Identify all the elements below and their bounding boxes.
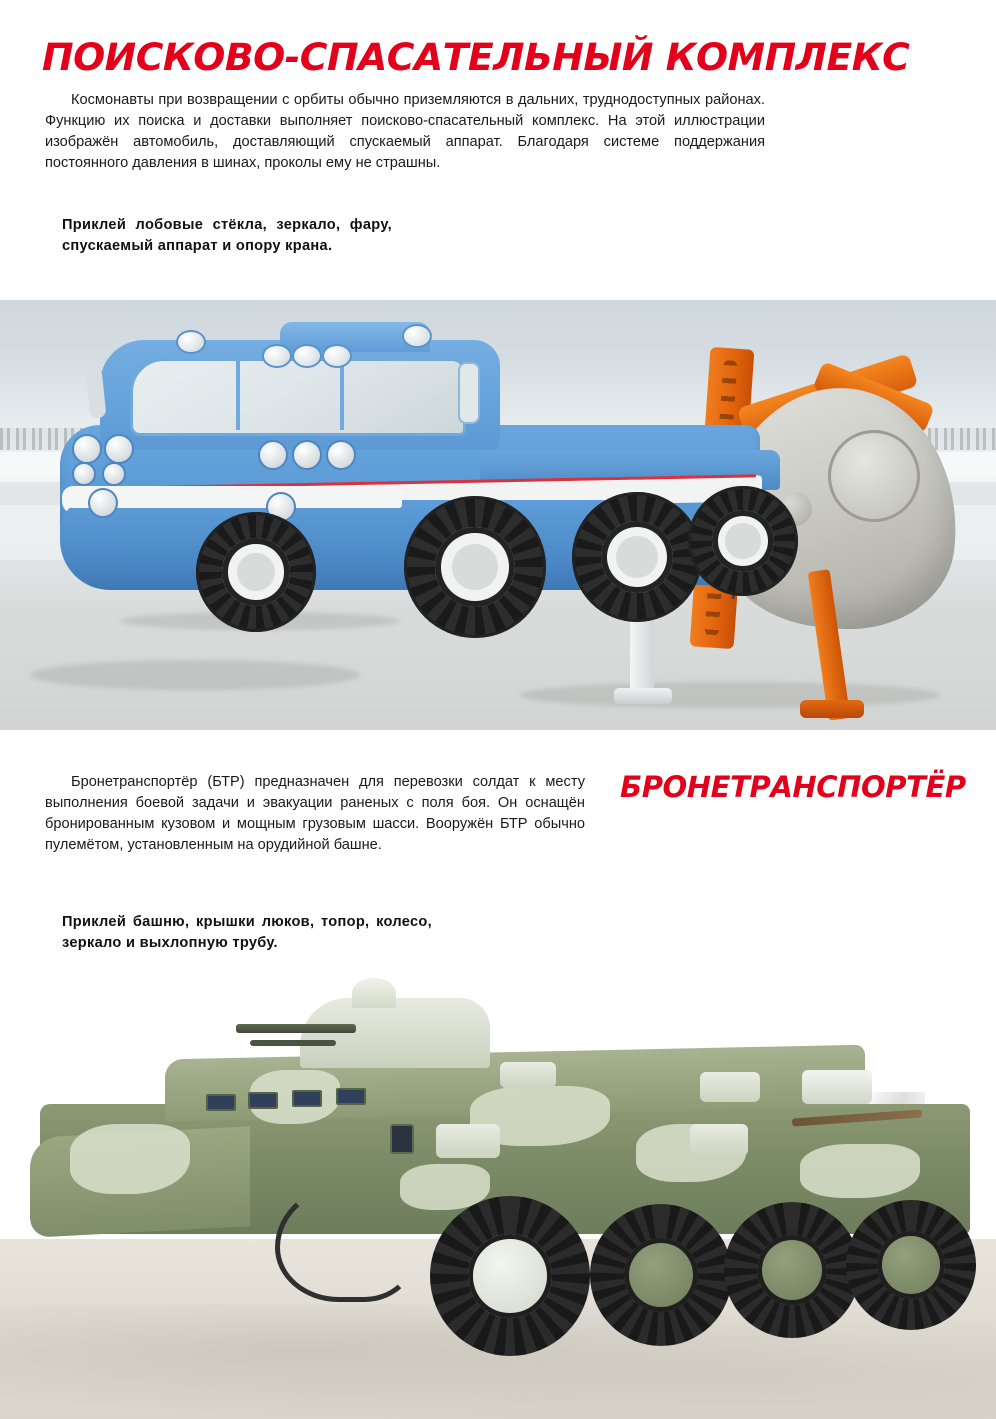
truck-wheel	[572, 492, 702, 622]
roof-lamp	[292, 344, 322, 368]
camo-patch	[800, 1144, 920, 1198]
section-two-title: БРОНЕТРАНСПОРТЁР	[620, 770, 966, 804]
windshield-divider	[340, 360, 344, 430]
truck-wheel	[404, 496, 546, 638]
section-two-instruction: Приклей башню, крышки люков, топор, колесо, зеркало и выхлопную трубу.	[62, 914, 432, 951]
rescue-truck-graphic	[0, 300, 996, 730]
crane-support-foot	[800, 700, 864, 718]
headlight	[326, 440, 356, 470]
turret-cupola	[352, 978, 396, 1008]
truck-wheel	[196, 512, 316, 632]
headlight	[72, 434, 102, 464]
crane-outrigger-foot	[614, 688, 672, 704]
headlight	[292, 440, 322, 470]
btr-turret	[300, 998, 490, 1068]
section-one-instruction: Приклей лобовые стёкла, зеркало, фару, спускаемый аппарат и опору крана.	[62, 217, 392, 254]
headlight	[258, 440, 288, 470]
section-btr	[0, 744, 996, 1419]
roof-lamp	[322, 344, 352, 368]
roof-lamp	[262, 344, 292, 368]
btr-wheel	[590, 1204, 732, 1346]
camo-patch	[70, 1124, 190, 1194]
hatch-cover	[436, 1124, 500, 1158]
roof-lamp	[402, 324, 432, 348]
truck-wheel	[688, 486, 798, 596]
btr-wheel	[724, 1202, 860, 1338]
roof-lamp	[176, 330, 206, 354]
turret-coaxial-gun	[250, 1040, 336, 1046]
capsule-hatch	[828, 430, 920, 522]
hatch-cover	[500, 1062, 556, 1088]
hatch-cover	[690, 1124, 748, 1156]
section-two-paragraph: Бронетранспортёр (БТР) предназначен для перевозки солдат к месту выполнения боевой задачи и эвакуации раненых с поля боя. Он оснащён бронированным кузовом и мощным грузовым шасси. Вооружён БТР обычно пулемётом, установленным на орудийной башне.	[45, 774, 585, 853]
vision-block	[292, 1090, 322, 1107]
btr-graphic	[0, 974, 996, 1394]
headlight	[72, 462, 96, 486]
driver-mirror	[390, 1124, 414, 1154]
snow-scene-photo	[0, 300, 996, 730]
vision-block	[248, 1092, 278, 1109]
windshield-glass	[130, 358, 466, 436]
btr-wheel	[846, 1200, 976, 1330]
headlight	[102, 462, 126, 486]
section-one-title: ПОИСКОВО-СПАСАТЕЛЬНЫЙ КОМПЛЕКС	[42, 36, 910, 79]
vision-block	[336, 1088, 366, 1105]
hatch-cover	[700, 1072, 760, 1102]
exhaust-pipe	[802, 1070, 872, 1104]
headlight	[104, 434, 134, 464]
vision-block	[206, 1094, 236, 1111]
windshield-divider	[236, 360, 240, 430]
turret-machine-gun	[236, 1024, 356, 1033]
section-one-paragraph: Космонавты при возвращении с орбиты обычно приземляются в дальних, труднодоступных районах. Функцию их поиска и доставки выполняет поисково-спасательный комплекс. На этой иллюстрации изображён автомобиль, доставляющий спускаемый аппарат. Благодаря системе поддержания постоянного давления в шинах, проколы ему не страшны.	[45, 92, 765, 171]
btr-wheel	[430, 1196, 590, 1356]
right-mirror	[458, 362, 480, 424]
detachable-lamp	[88, 488, 118, 518]
